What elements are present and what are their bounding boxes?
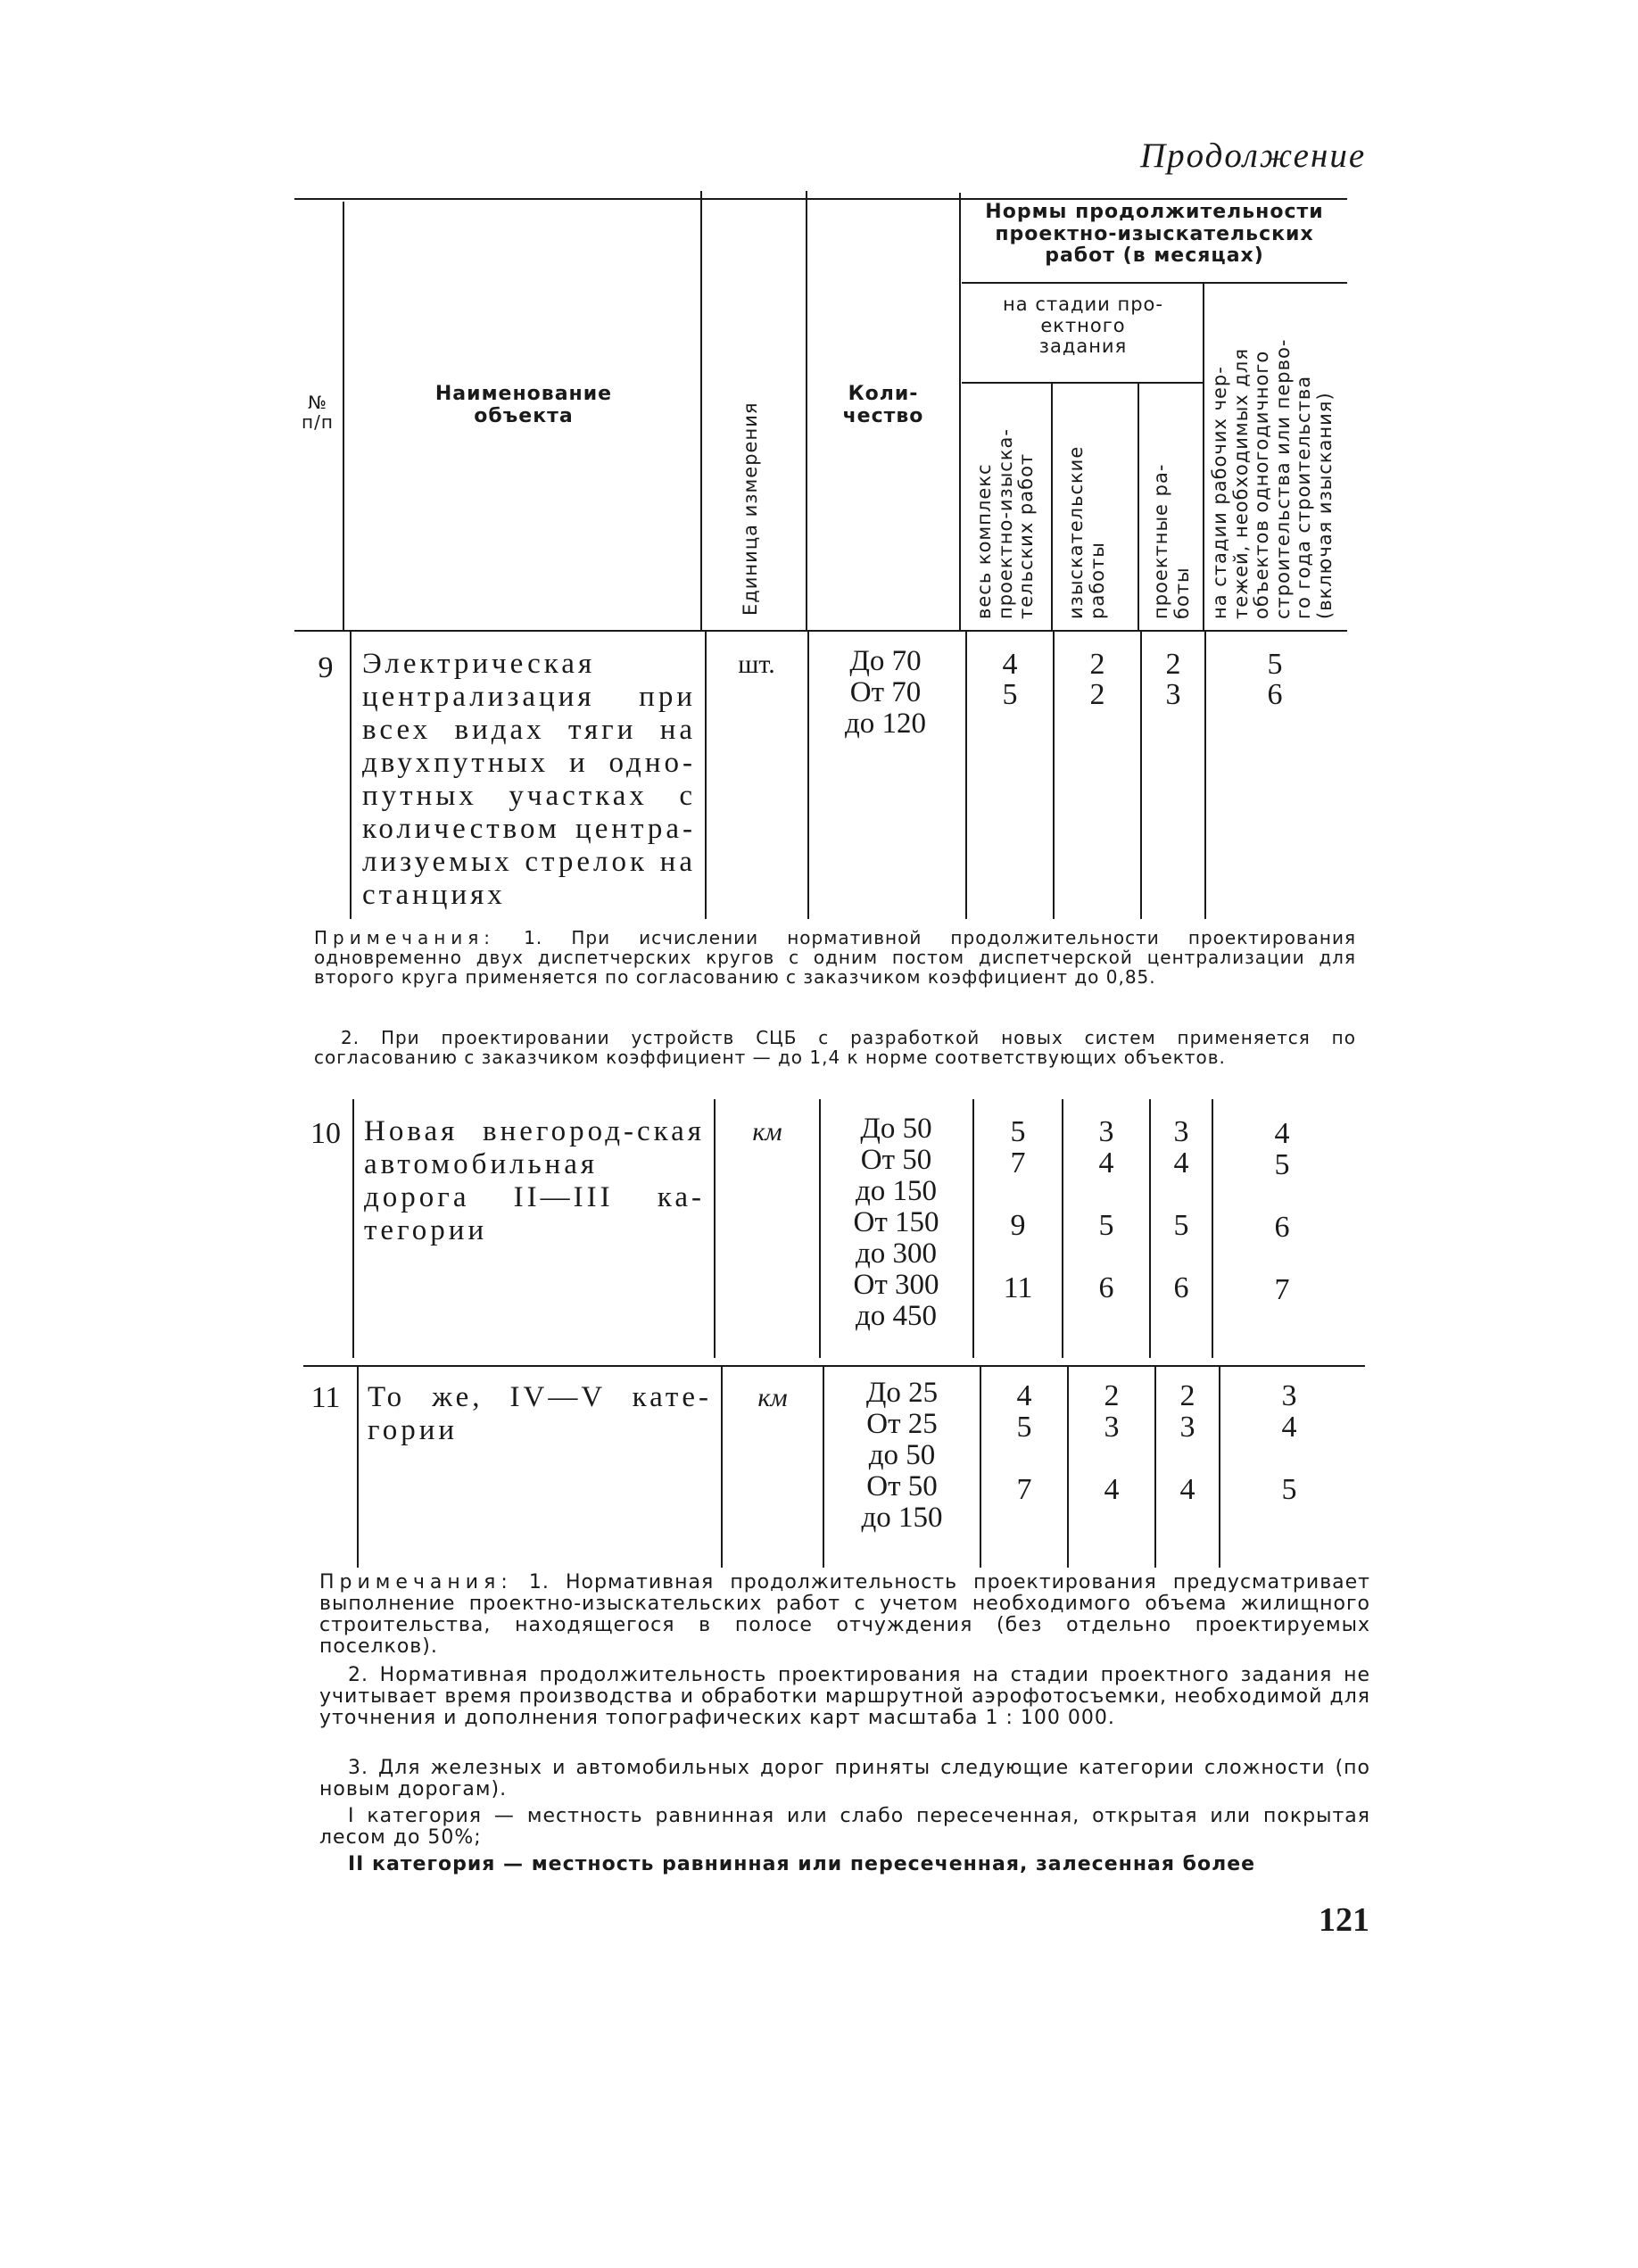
r10-div-6: [1149, 1099, 1151, 1358]
row10-unit: км: [752, 1117, 782, 1146]
row11-qty-4: От 50: [866, 1470, 938, 1502]
row11-design-3: 4: [1179, 1473, 1195, 1506]
row9-design-1: 2: [1165, 648, 1181, 681]
r9-div-4: [965, 630, 967, 919]
col-divider-6: [1138, 384, 1139, 632]
row10-total-3: 9: [1010, 1209, 1026, 1242]
r10-div-4: [972, 1099, 974, 1358]
notes2-text-1: 1. Нормативная продолжительность проектирования предусматривает выполнение проектно-изыскательских работ с учетом необходимого объема жилищного строительства, находящегося в полосе отчуждения (без отдельно проектируемых поселков).: [319, 1571, 1370, 1658]
row11-qty-5: до 150: [861, 1502, 943, 1534]
row11-design-1: 2: [1179, 1379, 1195, 1412]
row9-total-1: 4: [1002, 648, 1018, 681]
notes2-label: Примечания:: [319, 1571, 513, 1593]
header-num: № п/п: [302, 392, 334, 434]
row9-total-2: 5: [1002, 678, 1018, 711]
row11-survey-3: 4: [1104, 1473, 1120, 1506]
r10-div-7: [1212, 1099, 1213, 1358]
row11-working-3: 5: [1281, 1473, 1297, 1506]
r9-div-2: [705, 630, 707, 919]
header-norms: Нормы продолжительности проектно-изыскательских работ (в месяцах): [985, 201, 1324, 268]
stage-rule: [962, 382, 1203, 384]
col-divider-7: [1203, 284, 1204, 632]
row10-working-1: 4: [1274, 1117, 1290, 1150]
notes2-item-3: 3. Для железных и автомобильных дорог приняты следующие категории сложности (по новым дорогам).: [319, 1757, 1370, 1800]
r10-div-5: [1062, 1099, 1063, 1358]
header-stage-project: на стадии про- ектного задания: [1003, 294, 1163, 358]
r10-div-2: [714, 1099, 716, 1358]
row10-total-2: 7: [1010, 1146, 1026, 1180]
row10-bottom-rule: [303, 1365, 1365, 1367]
row11-num: 11: [310, 1381, 341, 1414]
notes1-text-1: 1. При исчислении нормативной продолжительности проектирования одновременно двух диспетчерских кругов с одним постом диспетчерской централизации для второго круга применяется по согласованию с заказчиком коэффициент до 0,85.: [314, 927, 1357, 988]
row10-survey-4: 6: [1098, 1271, 1114, 1304]
row10-name: Новая внегород-ская автомобильная дорога II—III ка-тегории: [364, 1115, 705, 1246]
col-divider-4: [959, 193, 961, 632]
r9-div-3: [807, 630, 809, 919]
row9-design-2: 3: [1165, 678, 1181, 711]
header-col-design: проектные ра- боты: [1150, 463, 1193, 619]
row9-qty-3: до 120: [844, 708, 927, 740]
row10-qty-6: От 300: [853, 1269, 939, 1301]
row10-design-4: 6: [1173, 1271, 1189, 1304]
row11-name: То же, IV—V кате-гории: [368, 1381, 712, 1446]
row10-working-3: 6: [1274, 1211, 1290, 1244]
r9-div-6: [1140, 630, 1142, 919]
r11-div-5: [1067, 1367, 1069, 1568]
row9-survey-2: 2: [1089, 678, 1105, 711]
row10-survey-2: 4: [1098, 1146, 1114, 1180]
r11-div-6: [1154, 1367, 1156, 1568]
col-divider-5: [1051, 384, 1053, 632]
row10-design-1: 3: [1173, 1115, 1189, 1148]
r9-div-1: [350, 630, 352, 919]
notes1-item-1: [314, 928, 1356, 987]
row10-total-1: 5: [1010, 1115, 1026, 1148]
row9-survey-1: 2: [1089, 648, 1105, 681]
row10-working-2: 5: [1274, 1148, 1290, 1181]
continued-label: Продолжение: [1140, 137, 1367, 175]
r11-div-1: [357, 1367, 359, 1568]
row11-total-1: 4: [1016, 1379, 1032, 1412]
row10-working-4: 7: [1274, 1273, 1290, 1306]
row10-qty-3: до 150: [855, 1175, 938, 1207]
row9-working-2: 6: [1267, 678, 1283, 711]
row11-unit: км: [757, 1383, 788, 1412]
row9-unit: шт.: [738, 650, 775, 679]
row10-design-2: 4: [1173, 1146, 1189, 1180]
row10-qty-7: до 450: [855, 1300, 938, 1332]
row11-qty-3: до 50: [868, 1439, 936, 1471]
row11-total-3: 7: [1016, 1473, 1032, 1506]
r11-div-2: [721, 1367, 723, 1568]
notes1-label: Примечания:: [314, 927, 496, 948]
row10-qty-1: До 50: [860, 1113, 932, 1145]
header-qty: Коли- чество: [842, 383, 924, 427]
r10-div-1: [352, 1099, 354, 1358]
row11-qty-2: От 25: [866, 1408, 938, 1440]
table-top-rule: [294, 198, 1347, 200]
header-name: Наименование объекта: [434, 383, 613, 427]
row10-design-3: 5: [1173, 1209, 1189, 1242]
notes2-item-1: [319, 1572, 1370, 1658]
header-col-working: на стадии рабочих чер- тежей, необходимых для объектов одногодичного строительства или перво- го года строительства (включая изыскания): [1209, 338, 1336, 619]
notes2-category-1: I категория — местность равнинная или слабо пересеченная, открытая или покрытая лесом до 50%;: [319, 1805, 1370, 1849]
r11-div-4: [980, 1367, 981, 1568]
notes2-category-2: II категория — местность равнинная или пересеченная, залесенная более: [348, 1853, 1256, 1875]
row11-survey-1: 2: [1104, 1379, 1120, 1412]
row11-survey-2: 3: [1104, 1411, 1120, 1444]
col-divider-3: [806, 191, 807, 632]
row10-total-4: 11: [1003, 1271, 1033, 1304]
norms-rule: [962, 282, 1347, 284]
row10-num: 10: [310, 1117, 341, 1150]
header-col-survey: изыскательские работы: [1065, 445, 1108, 619]
row10-survey-1: 3: [1098, 1115, 1114, 1148]
col-divider-2: [700, 191, 702, 632]
row11-working-1: 3: [1281, 1379, 1297, 1412]
row11-total-2: 5: [1016, 1411, 1032, 1444]
row11-working-2: 4: [1281, 1411, 1297, 1444]
row9-working-1: 5: [1267, 648, 1283, 681]
notes1-item-2: 2. При проектировании устройств СЦБ с разработкой новых систем применяется по согласованию с заказчиком коэффициент — до 1,4 к норме соответствующих объектов.: [314, 1027, 1356, 1068]
r9-div-5: [1053, 630, 1055, 919]
r11-div-7: [1219, 1367, 1220, 1568]
row9-qty-1: До 70: [849, 645, 922, 677]
r9-div-7: [1204, 630, 1206, 919]
row11-qty-1: До 25: [865, 1377, 939, 1409]
row9-num: 9: [318, 651, 334, 684]
notes2-item-2: 2. Нормативная продолжительность проектирования на стадии проектного задания не учитывает время производства и обработки маршрутной аэрофотосъемки, необходимой для уточнения и дополнения топографических карт масштаба 1 : 100 000.: [319, 1664, 1370, 1729]
row10-qty-5: до 300: [855, 1237, 938, 1270]
header-col-total: весь комплекс проектно-изыска- тельских работ: [973, 428, 1038, 619]
row9-qty-2: От 70: [849, 676, 922, 708]
header-bottom-rule: [294, 630, 1347, 632]
r10-div-3: [819, 1099, 821, 1358]
row10-qty-4: От 150: [853, 1206, 939, 1238]
row10-qty-2: От 50: [860, 1144, 932, 1176]
header-unit: Единица измерения: [740, 401, 761, 616]
row10-survey-3: 5: [1098, 1209, 1114, 1242]
row11-design-2: 3: [1179, 1411, 1195, 1444]
page-number: 121: [1319, 1901, 1369, 1939]
r11-div-3: [823, 1367, 824, 1568]
row9-name: Электрическая централизация при всех видах тяги на двухпутных и одно-путных участках с количеством центра-лизуемых стрелок на станциях: [362, 648, 696, 911]
